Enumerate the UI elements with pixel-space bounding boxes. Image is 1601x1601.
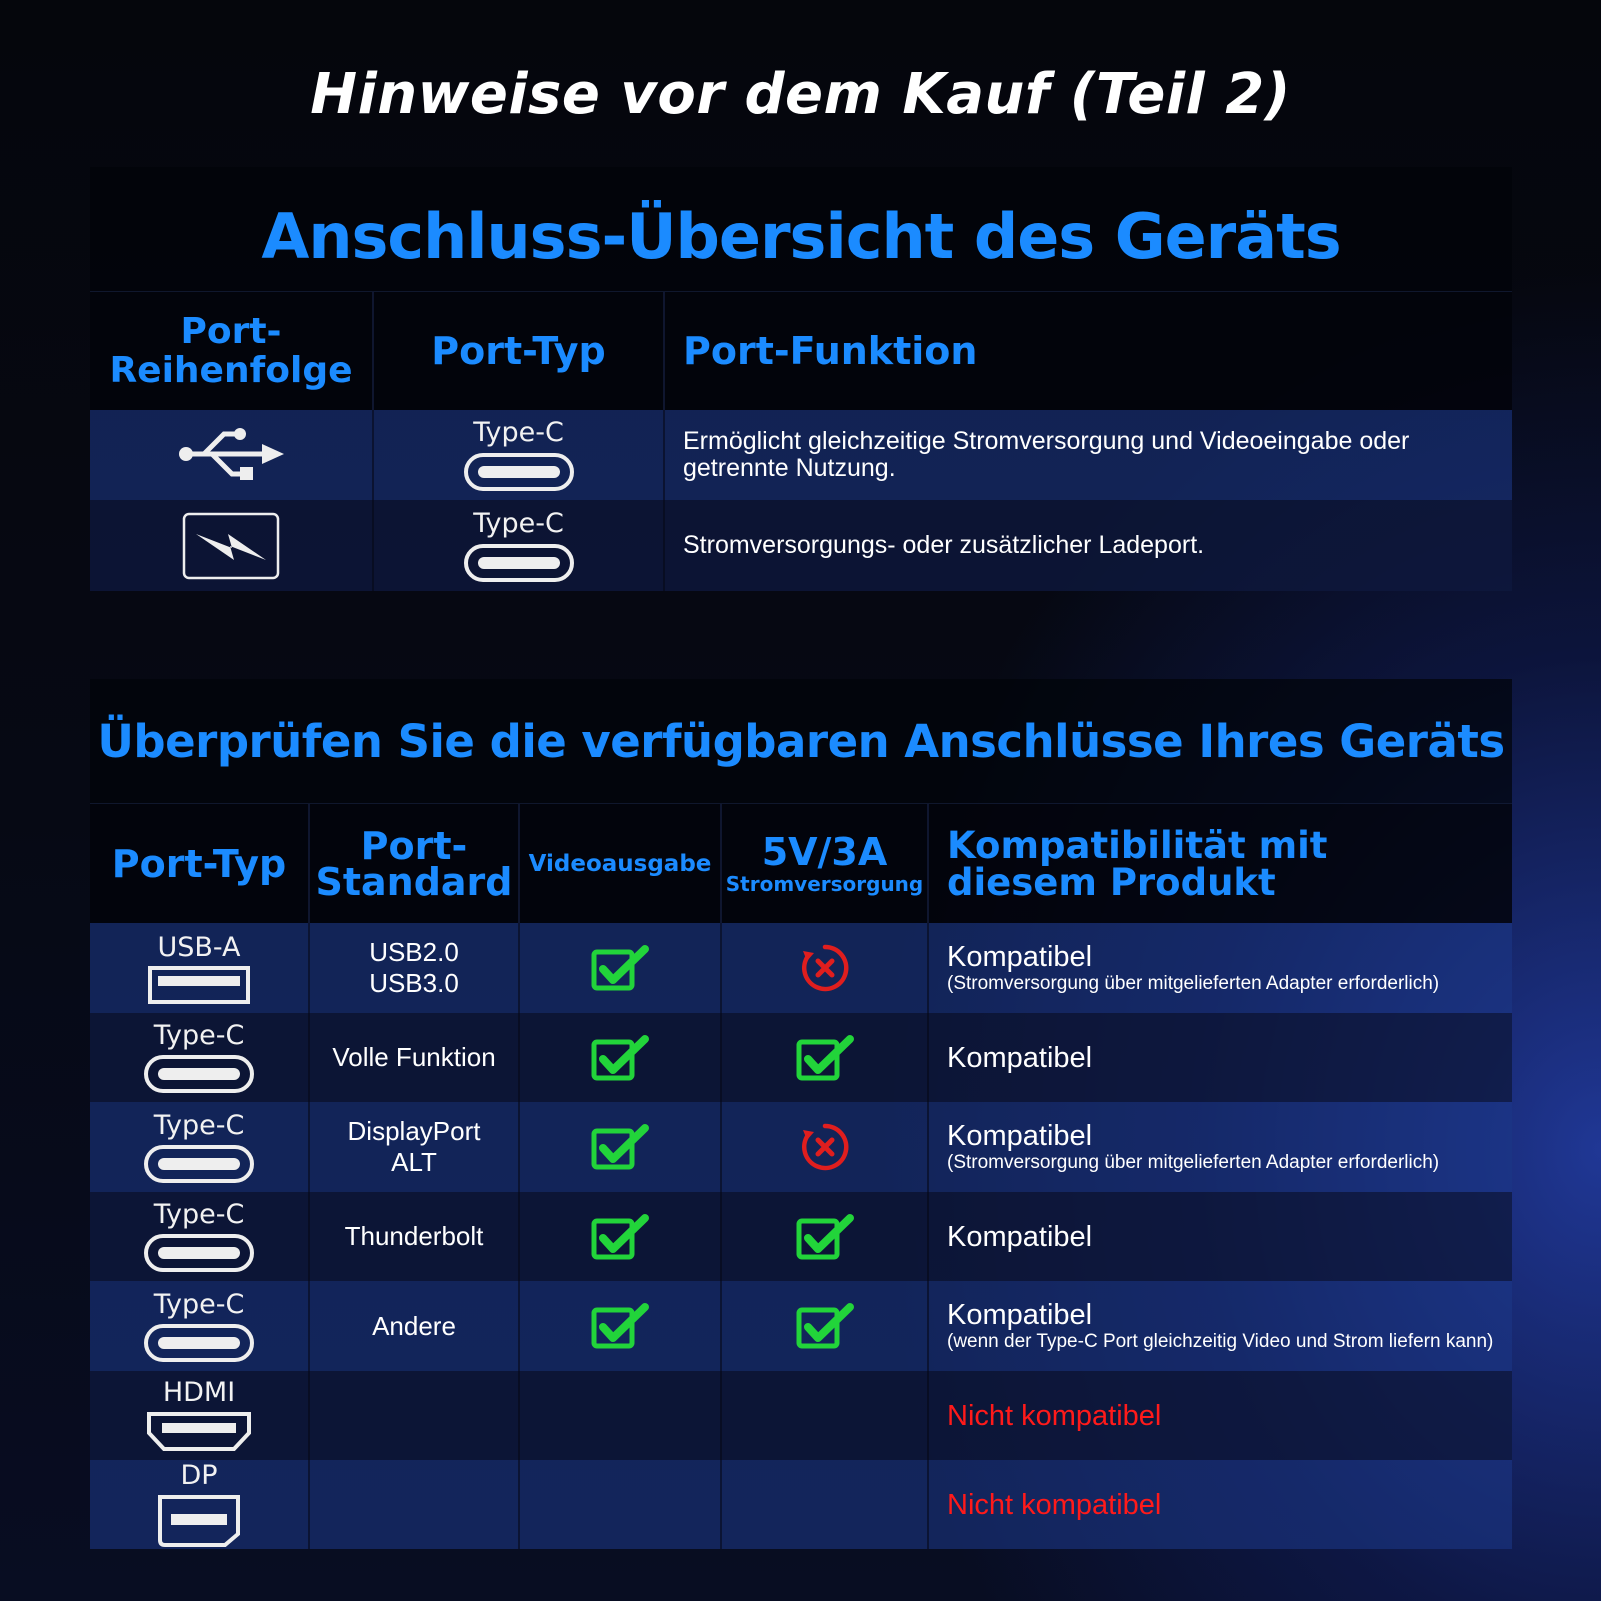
power-supply-cell [722,1192,929,1281]
displayport-icon [157,1494,241,1548]
header-power-sub: Stromversorgung [725,871,924,896]
port-type-label: Type-C [153,1020,245,1051]
usb-icon [176,424,286,486]
check-title: Überprüfen Sie die verfügbaren Anschlüsse Ihres Geräts [90,679,1512,803]
check-table-body [90,923,1512,1549]
type-c-port-icon [143,1054,255,1094]
overview-row [90,500,1512,591]
compatibility-cell [929,1371,1512,1460]
port-standard-text: Thunderbolt [344,1221,484,1251]
power-supply-cell [722,1281,929,1371]
checkmark-icon [591,1214,649,1260]
header-port-standard: Port- Standard [310,804,520,923]
port-standard-text: Volle Funktion [332,1042,496,1072]
function-text: Stromversorgungs- oder zusätzlicher Ladeport. [683,531,1205,559]
port-check-panel [90,679,1512,1552]
compatibility-status: Kompatibel [947,1120,1093,1152]
power-supply-cell [722,1102,929,1192]
type-c-port-icon [143,1144,255,1184]
header-port-type: Port-Typ [374,292,665,410]
port-standard-cell [310,1460,520,1549]
check-table-row [90,1013,1512,1102]
compatibility-status: Kompatibel [947,1299,1093,1331]
type-c-port-icon [143,1323,255,1363]
port-type-cell [374,500,665,591]
port-standard-cell [310,1371,520,1460]
function-text: Ermöglicht gleichzeitige Stromversorgung und Videoeingabe oder getrennte Nutzung. [683,427,1410,482]
function-cell [665,500,1512,591]
port-type-cell [90,1281,310,1371]
cross-icon [800,943,850,993]
port-type-label: Type-C [153,1109,245,1141]
overview-row [90,410,1512,500]
compatibility-cell [929,1460,1512,1549]
overview-title: Anschluss-Übersicht des Geräts [90,167,1512,291]
compatibility-status: Kompatibel [947,941,1093,973]
video-output-cell [520,1013,722,1102]
usb-a-port-icon [148,966,250,1004]
port-type-label: Type-C [153,1199,245,1230]
compatibility-status: Kompatibel [947,1041,1093,1074]
hdmi-port-icon [146,1411,252,1453]
header-video-output: Videoausgabe [520,804,722,923]
port-type-cell [90,1460,310,1549]
port-type-label: Type-C [153,1288,245,1320]
cross-icon [800,1122,850,1172]
checkmark-icon [591,1035,649,1081]
port-type-label: USB-A [157,931,241,963]
check-table-row [90,1460,1512,1549]
check-table-row [90,1281,1512,1371]
checkmark-icon [591,1124,649,1170]
check-table-row [90,1102,1512,1192]
checkmark-icon [796,1214,854,1260]
port-type-label: Type-C [473,417,564,448]
port-standard-cell [310,1281,520,1371]
port-overview-panel [90,167,1512,590]
compatibility-status: Nicht kompatibel [947,1399,1162,1432]
lightning-icon [182,512,280,580]
port-standard-text: DisplayPort ALT [347,1116,481,1177]
port-type-cell [374,410,665,500]
compatibility-cell [929,1281,1512,1371]
type-c-port-icon [463,452,575,492]
port-standard-cell [310,1102,520,1192]
header-port-order: Port- Reihenfolge [90,292,374,410]
port-type-label: DP [180,1460,218,1491]
type-c-port-icon [143,1233,255,1273]
checkmark-icon [591,945,649,991]
port-type-cell [90,1102,310,1192]
power-supply-cell [722,1460,929,1549]
video-output-cell [520,1371,722,1460]
port-standard-cell [310,923,520,1013]
type-c-port-icon [463,543,575,583]
check-table-row [90,1371,1512,1460]
order-cell [90,500,374,591]
page-title: Hinweise vor dem Kauf (Teil 2) [310,62,1291,127]
header-power [722,804,929,923]
power-supply-cell [722,1371,929,1460]
checkmark-icon [591,1303,649,1349]
check-table-row [90,1192,1512,1281]
compatibility-cell [929,1192,1512,1281]
power-supply-cell [722,923,929,1013]
port-type-cell [90,1371,310,1460]
compatibility-cell [929,923,1512,1013]
overview-header-row [90,291,1512,410]
function-cell [665,410,1512,500]
compatibility-note: (Stromversorgung über mitgelieferten Adapter erforderlich) [947,1152,1440,1173]
header-port-function: Port-Funktion [683,329,978,373]
compatibility-status: Nicht kompatibel [947,1488,1162,1521]
port-standard-cell [310,1013,520,1102]
check-table-row [90,923,1512,1013]
port-type-label: Type-C [473,507,564,539]
checkmark-icon [796,1303,854,1349]
check-header-row [90,803,1512,923]
header-compatibility: Kompatibilität mit diesem Produkt [947,823,1328,904]
compatibility-cell [929,1013,1512,1102]
video-output-cell [520,1460,722,1549]
video-output-cell [520,1281,722,1371]
port-standard-text: Andere [372,1310,456,1341]
port-type-cell [90,1013,310,1102]
video-output-cell [520,1192,722,1281]
port-type-cell [90,923,310,1013]
order-cell [90,410,374,500]
checkmark-icon [796,1035,854,1081]
header-port-type: Port-Typ [90,804,310,923]
compatibility-status: Kompatibel [947,1220,1093,1253]
compatibility-cell [929,1102,1512,1192]
video-output-cell [520,1102,722,1192]
compatibility-note: (wenn der Type-C Port gleichzeitig Video und Strom liefern kann) [947,1331,1494,1352]
port-standard-text: USB2.0 USB3.0 [369,937,459,998]
video-output-cell [520,923,722,1013]
port-type-cell [90,1192,310,1281]
power-supply-cell [722,1013,929,1102]
compatibility-note: (Stromversorgung über mitgelieferten Adapter erforderlich) [947,973,1440,994]
port-type-label: HDMI [162,1377,236,1408]
port-standard-cell [310,1192,520,1281]
header-power-main: 5V/3A [761,829,888,874]
